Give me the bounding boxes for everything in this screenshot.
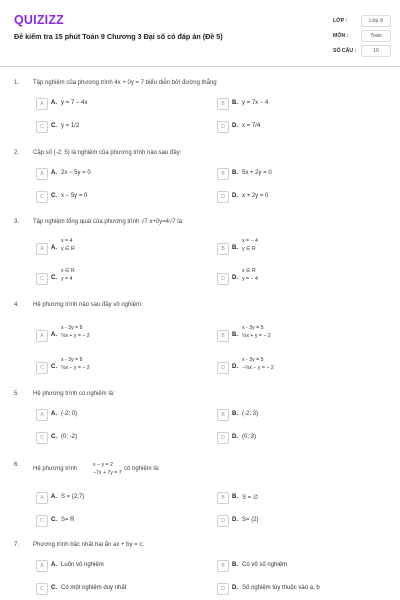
option-box: C [36,121,48,133]
option-letter: B. [232,100,238,106]
meta-class-label: LỚP : [333,18,348,24]
question-text: Phương trình bậc nhất hai ẩn ax + by = c: [33,542,145,548]
meta-count-label: SỐ CÂU : [333,48,357,54]
option-text: S= {2} [242,517,259,523]
equation-system [242,237,258,253]
option-letter: B. [232,411,238,417]
option-letter: D. [232,275,238,281]
option-box: C [36,583,48,595]
option-text: (-2; 3) [242,411,259,417]
system-line: ⅓x + y = − 2 [61,333,90,339]
option-letter: C. [51,123,57,129]
system-line: x ∈ R [61,268,75,274]
option-text: Số nghiệm tùy thuộc vào a, b [242,585,320,591]
option-box: C [36,432,48,444]
equation-system [242,324,271,340]
option-box: D [217,362,229,374]
option-text: S = ∅ [242,495,259,501]
equation-system [242,356,274,372]
option-text: 5x + 2y = 0 [242,170,272,176]
question-number: 3. [14,219,20,225]
option-letter: B. [232,245,238,251]
option-letter: D. [232,585,238,591]
meta-count [333,45,391,57]
option-box: B [217,560,229,572]
question-number: 4. [14,302,20,308]
system-line: x = − 4 [242,238,258,244]
option-box: B [217,98,229,110]
option-letter: A. [51,332,57,338]
option-letter: B. [232,562,238,568]
option-box: B [217,243,229,255]
equation-system [61,237,75,253]
option-box: A [36,98,48,110]
option-letter: B. [232,170,238,176]
option-text: Có một nghiệm duy nhất [61,585,127,591]
option-letter: C. [51,275,57,281]
quiz-header [0,0,400,67]
system-line: −⅓x − y = − 2 [242,365,274,371]
question-text: Hệ phương trình nào sau đây vô nghiệm: [33,302,143,308]
option-text: S = {2;7} [61,494,85,500]
option-box: C [36,515,48,527]
option-letter: A. [51,562,57,568]
option-text: Có vô số nghiệm [242,562,288,568]
option-letter: C. [51,517,57,523]
meta-count-value: 10 [361,45,391,57]
meta-subject-label: MÔN : [333,33,349,39]
option-letter: D. [232,517,238,523]
system-line: y ∈ R [242,246,256,252]
option-letter: A. [51,494,57,500]
option-letter: D. [232,193,238,199]
option-box: A [36,243,48,255]
meta-subject-value: Toán [361,30,391,42]
equation-system [61,267,75,283]
option-letter: A. [51,245,57,251]
system-line: y = 4 [61,276,73,282]
question-text: Hệ phương trình có nghiệm là: [33,391,115,397]
question-number: 1. [14,80,20,86]
question-number: 5. [14,391,20,397]
option-letter: B. [232,494,238,500]
equation-system [61,356,90,372]
question-number: 2. [14,150,20,156]
option-letter: C. [51,434,57,440]
question-text: Tập nghiệm tổng quát của phương trình √7 x+0y=4√7 là: [33,219,184,225]
system-line: −7x + 7y = 7 [93,470,122,476]
option-box: D [217,191,229,203]
question-text: Hệ phương trình [33,466,78,472]
option-letter: C. [51,585,57,591]
equation-system [93,461,122,477]
meta-subject [333,30,391,42]
option-letter: D. [232,364,238,370]
system-line: ⅓x − y = − 2 [61,365,90,371]
document-title: Đề kiểm tra 15 phút Toán 9 Chương 3 Đại số có đáp án (Đề 5) [14,32,223,41]
option-text: y = 7 − 4x [61,100,88,106]
option-box: C [36,273,48,285]
system-line: y ∈ R [61,246,75,252]
equation-system [61,324,90,340]
system-line: y = − 4 [242,276,258,282]
meta-class-value: Lớp 9 [361,15,391,27]
option-letter: D. [232,123,238,129]
option-text: y = 1/2 [61,123,80,129]
option-box: D [217,515,229,527]
option-text: (0; 3) [242,434,257,440]
option-box: B [217,492,229,504]
option-text: S= R [61,517,75,523]
option-text: x − 5y = 0 [61,193,88,199]
option-text: x = 7/4 [242,123,261,129]
option-box: A [36,168,48,180]
option-box: B [217,330,229,342]
option-box: C [36,191,48,203]
option-text: x + 2y = 0 [242,193,269,199]
system-line: x ∈ R [242,268,256,274]
system-line: ⅓x + y = − 2 [242,333,271,339]
option-letter: B. [232,332,238,338]
quizizz-logo: QUIZIZZ [14,13,65,27]
question-text: Tập nghiệm của phương trình 4x + 0y = 7 biểu diễn bởi đường thẳng [33,80,217,86]
option-text: Luôn vô nghiệm [61,562,104,568]
option-box: A [36,492,48,504]
option-letter: A. [51,170,57,176]
option-box: A [36,560,48,572]
equation-system [242,267,258,283]
option-box: C [36,362,48,374]
question-number: 7. [14,542,20,548]
meta-class [333,15,391,27]
option-text: (-2; 0) [61,411,78,417]
option-letter: D. [232,434,238,440]
option-box: A [36,409,48,421]
system-line: x - 3y = 5 [242,357,264,363]
system-line: x = 4 [61,238,73,244]
option-box: A [36,330,48,342]
option-box: B [217,409,229,421]
option-text: (0; -2) [61,434,78,440]
option-letter: A. [51,411,57,417]
option-text: 2x − 5y = 0 [61,170,91,176]
question-number: 6. [14,462,20,468]
system-line: x − y = 2 [93,462,113,468]
system-line: x - 3y = 6 [61,325,83,331]
system-line: x - 3y = 6 [61,357,83,363]
option-box: D [217,583,229,595]
option-letter: C. [51,193,57,199]
option-box: D [217,273,229,285]
question-text-after: có nghiệm là: [124,466,160,472]
option-box: B [217,168,229,180]
option-box: D [217,432,229,444]
question-text: Cặp số (-2; 5) là nghiệm của phương trình nào sau đây: [33,150,182,156]
option-text: y = 7x − 4 [242,100,269,106]
option-box: D [217,121,229,133]
option-letter: A. [51,100,57,106]
option-letter: C. [51,364,57,370]
system-line: x - 3y = 5 [242,325,264,331]
